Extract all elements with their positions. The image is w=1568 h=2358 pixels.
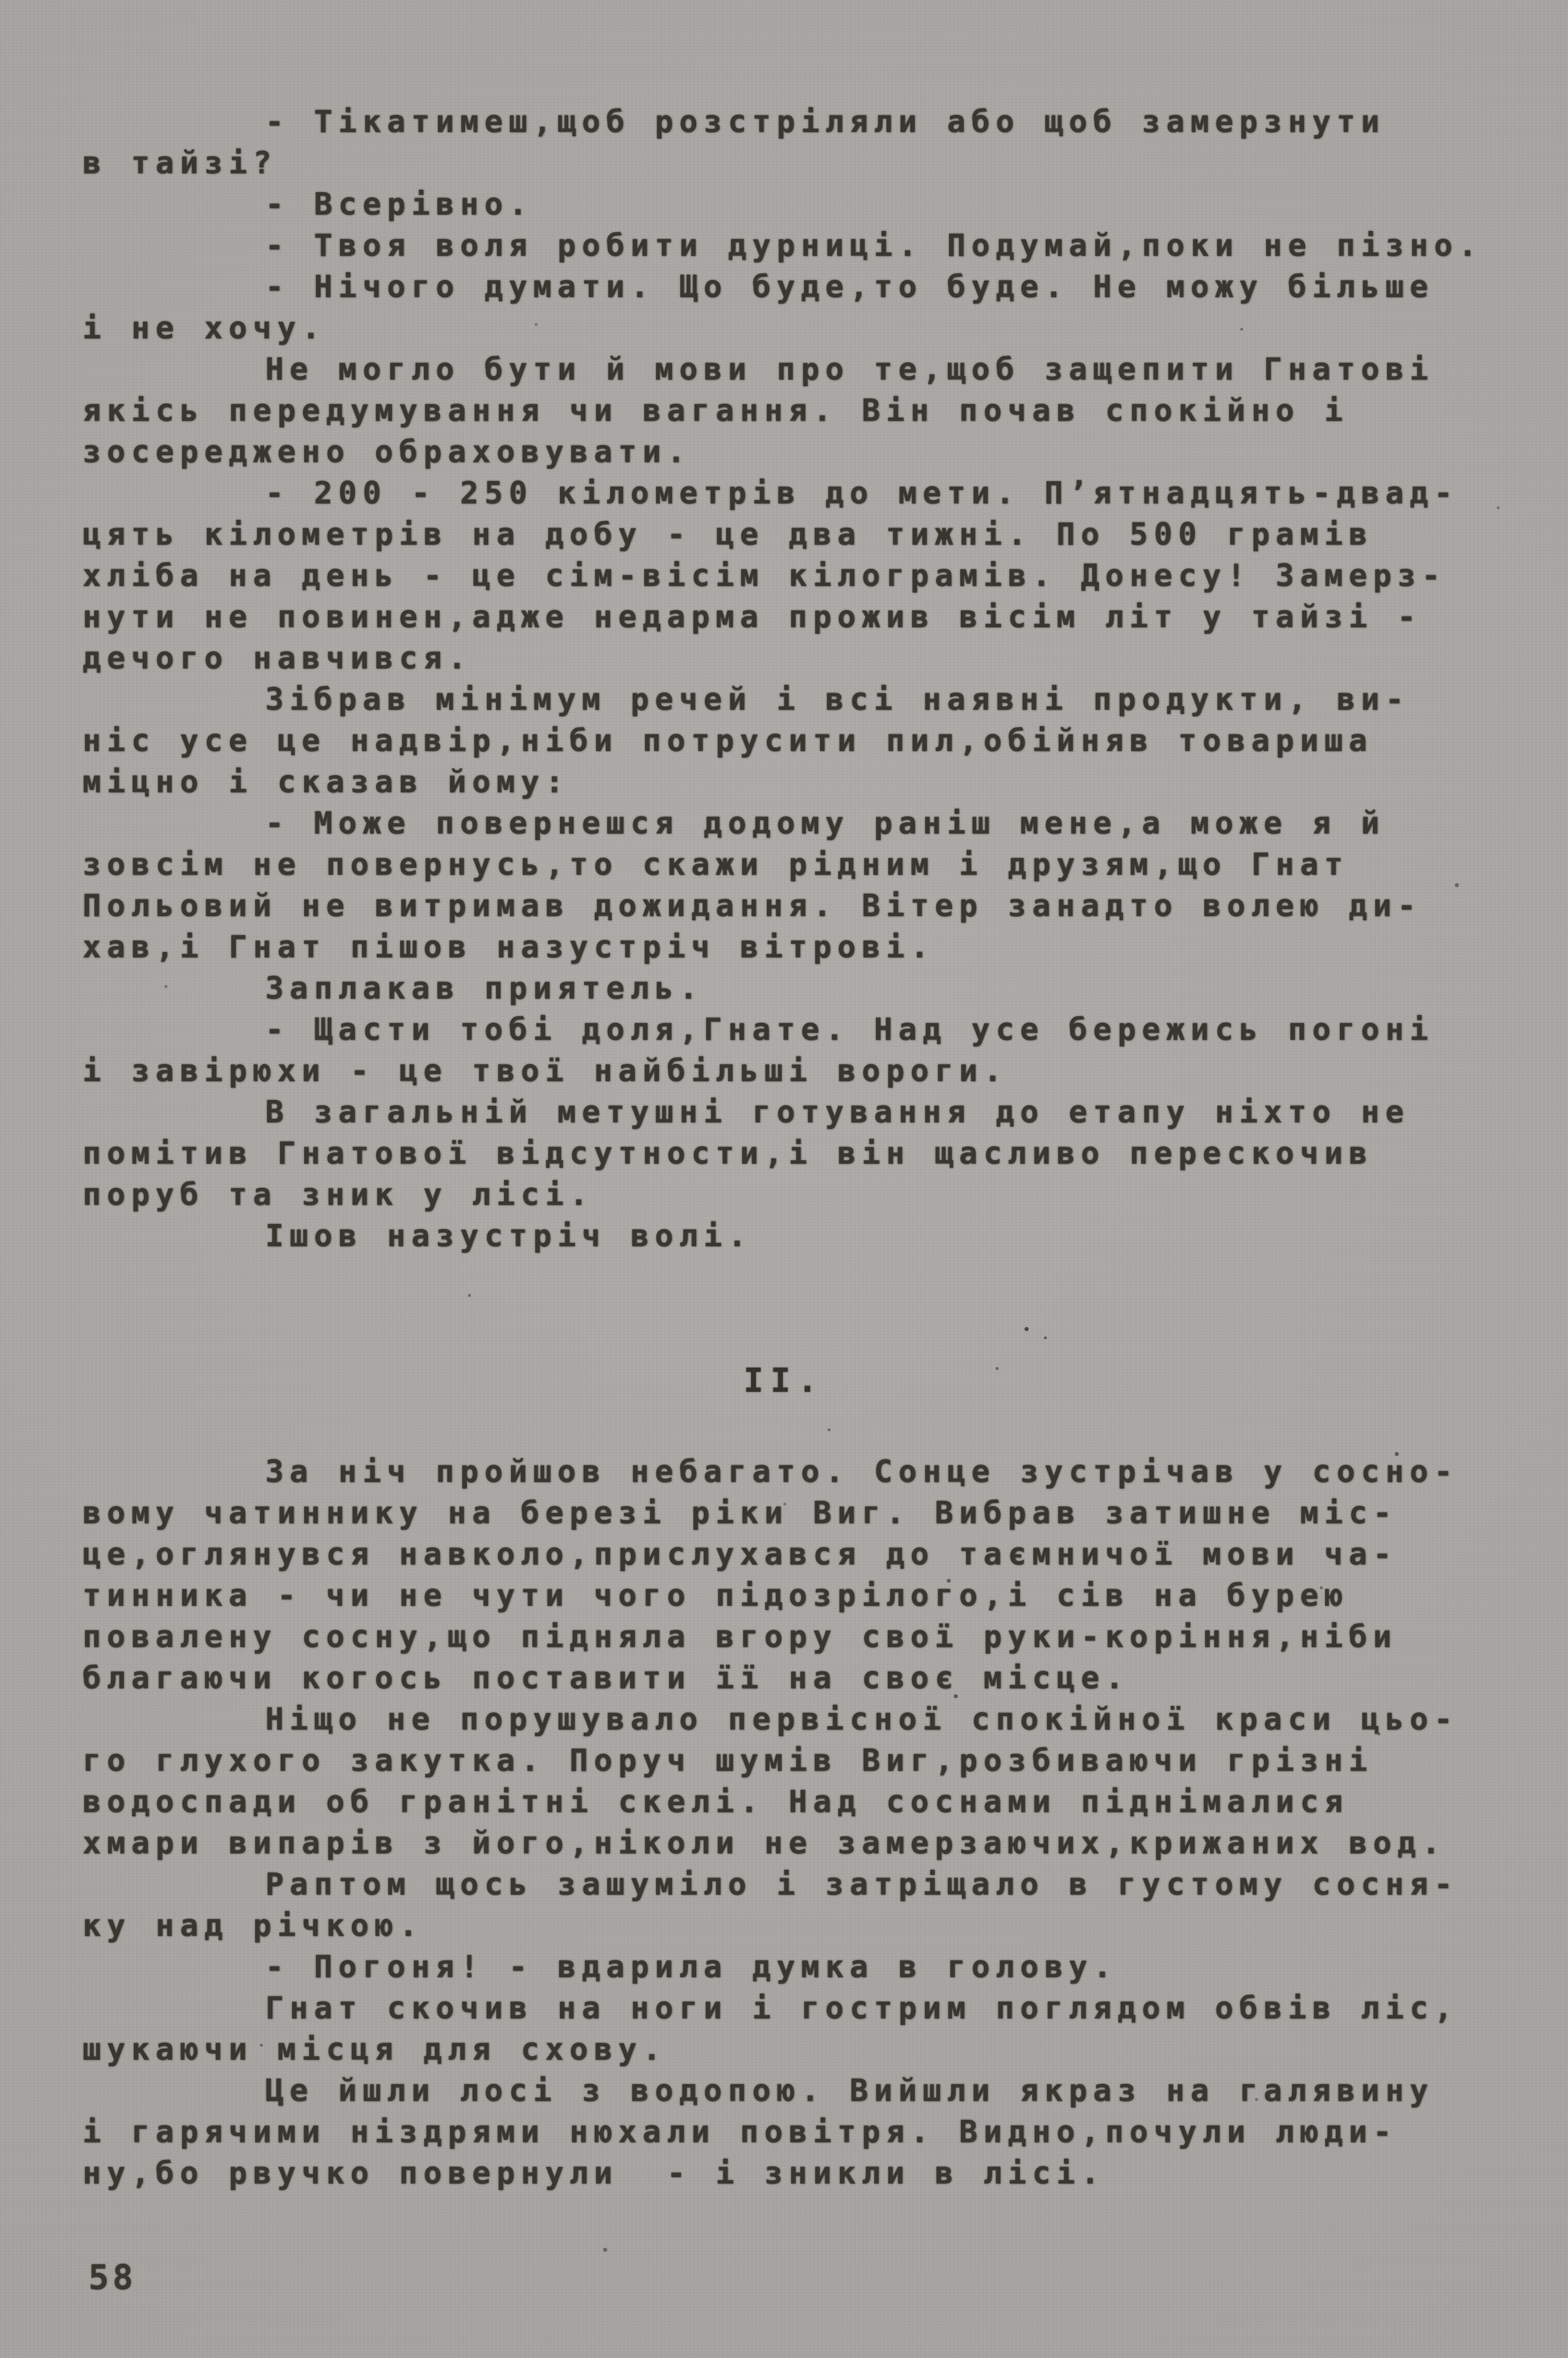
text-line: За ніч пройшов небагато. Сонце зустрічав у сосно- [265, 1454, 1459, 1490]
paper-specks [0, 0, 2, 2]
text-line: якісь передумування чи вагання. Він почав спокійно і [83, 393, 1349, 429]
text-line: хліба на день - це сім-вісім кілограмів. Донесу! Замерз- [83, 558, 1447, 594]
text-line: Ішов назустріч волі. [265, 1218, 753, 1254]
text-line: ніс усе це надвір,ніби потрусити пил,обійняв товариша [83, 723, 1373, 759]
text-line: Ніщо не порушувало первісної спокійної краси цьо- [265, 1702, 1459, 1737]
text-line: вому чатиннику на березі ріки Виг. Вибрав затишне міс- [83, 1496, 1398, 1531]
text-line: повалену сосну,що підняла вгору свої руки-коріння,ніби [83, 1619, 1398, 1655]
text-line: тинника - чи не чути чого підозрілого,і сів на бурею [83, 1578, 1349, 1613]
text-line: Гнат скочив на ноги і гострим поглядом обвів ліс, [265, 1991, 1459, 2026]
text-line: - Може повернешся додому раніш мене,а може я й [265, 806, 1386, 841]
text-line: шукаючи місця для схову. [83, 2032, 667, 2067]
text-line: В загальній метушні готування до етапу ніхто не [265, 1095, 1410, 1130]
text-line: зовсім не повернусь,то скажи рідним і друзям,що Гнат [83, 847, 1349, 882]
text-line: - Всерівно. [265, 187, 533, 222]
text-line: Польовий не витримав дожидання. Вітер занадто волею ди- [83, 888, 1422, 924]
text-line: - Нічого думати. Що буде,то буде. Не можу більше [265, 269, 1434, 305]
text-line: Заплакав приятель. [265, 971, 704, 1006]
text-line: - Тікатимеш,щоб розстріляли або щоб замерзнути [265, 104, 1386, 140]
text-line: міцно і сказав йому: [83, 765, 570, 800]
text-line: і завірюхи - це твої найбільші вороги. [83, 1053, 1008, 1089]
text-line: - Погоня! - вдарила думка в голову. [265, 1949, 1118, 1985]
section-heading: ІІ. [743, 1362, 825, 1400]
text-line: в тайзі? [83, 146, 278, 181]
text-line: хав,і Гнат пішов назустріч вітрові. [83, 930, 935, 965]
text-line: Раптом щось зашуміло і затріщало в густому сосня- [265, 1867, 1459, 1902]
text-line: водоспади об гранітні скелі. Над соснами піднімалися [83, 1784, 1349, 1820]
text-line: благаючи когось поставити її на своє місце. [83, 1661, 1130, 1696]
text-line: Не могло бути й мови про те,щоб защепити Гнатові [265, 352, 1434, 387]
text-line: цять кілометрів на добу - це два тижні. По 500 грамів [83, 517, 1373, 552]
text-line: го глухого закутка. Поруч шумів Виг,розбиваючи грізні [83, 1743, 1373, 1779]
text-line: це,оглянувся навколо,прислухався до таємничої мови ча- [83, 1537, 1398, 1572]
text-line: і гарячими ніздрями нюхали повітря. Видно,почули люди- [83, 2115, 1398, 2150]
text-block-section-1 [83, 101, 1503, 1257]
text-line: ну,бо рвучко повернули - і зникли в лісі. [83, 2156, 1105, 2191]
text-line: і не хочу. [83, 311, 327, 346]
text-line: поруб та зник у лісі. [83, 1177, 594, 1213]
text-line: - Твоя воля робити дурниці. Подумай,поки не пізно. [265, 228, 1483, 264]
text-line: хмари випарів з його,ніколи не замерзаючих,крижаних вод. [83, 1826, 1447, 1861]
text-line: Зібрав мінімум речей і всі наявні продукти, ви- [265, 682, 1410, 717]
page-number: 58 [88, 2257, 137, 2297]
text-line: - 200 - 250 кілометрів до мети. П’ятнадцять-двад- [265, 476, 1459, 511]
text-block-section-2 [83, 1451, 1503, 2194]
text-line: ку над річкою. [83, 1908, 424, 1944]
text-line: зосереджено обраховувати. [83, 434, 691, 470]
text-line: нути не повинен,адже недарма прожив вісім літ у тайзі - [83, 600, 1422, 635]
text-line: - Щасти тобі доля,Гнате. Над усе бережись погоні [265, 1012, 1434, 1048]
text-line: помітив Гнатової відсутности,і він щасливо перескочив [83, 1136, 1373, 1171]
text-line: Це йшли лосі з водопою. Вийшли якраз на галявину [265, 2073, 1434, 2109]
text-line: дечого навчився. [83, 641, 472, 676]
